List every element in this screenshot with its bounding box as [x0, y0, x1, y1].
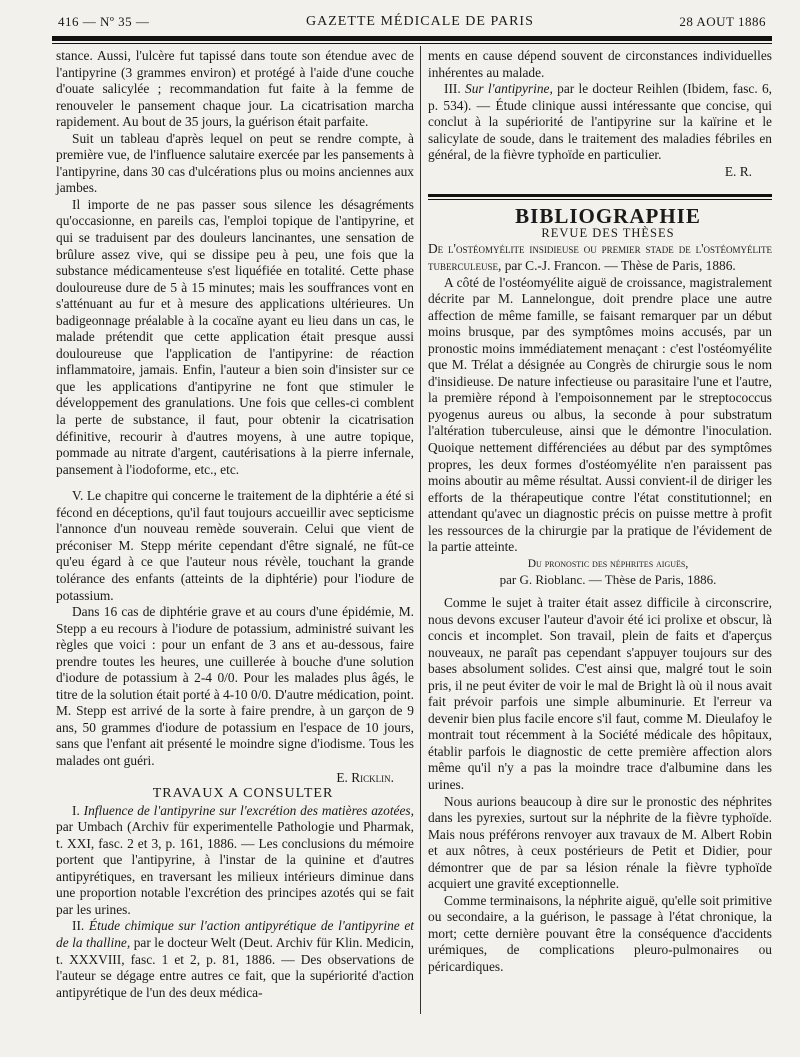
- reference-title: Sur l'antipyrine,: [465, 81, 553, 97]
- reference-number: III.: [444, 81, 465, 97]
- section-heading: TRAVAUX A CONSULTER: [152, 786, 334, 802]
- section-rule-thin: [428, 199, 772, 200]
- reference-item: [56, 918, 414, 1001]
- thesis-author: par C.-J. Francon. — Thèse de Paris, 1886.: [501, 258, 736, 274]
- thesis-citation: [428, 241, 772, 274]
- reference-item: [428, 81, 772, 164]
- paragraph: Dans 16 cas de diphtérie grave et au cours d'une épidémie, M. Stepp a eu recours à l'iodure de potassium, administré suivant les règles que voici : pour un enfant de 3 ans et au-dessous, faire prendre toutes les heures, une cuillerée à bouche d'une solution d'iodure de potassium à 2-4 0/0. Pour les malades plus âgés, le titre de la solution était porté à 4-10 0/0. D'autre médication, point. M. Stepp est arrivé de la sorte à faire prendre, à un garçon de 9 ans, 50 grammes d'iodure de potassium en l'espace de 10 jours, sans que l'enfant ait présenté le moindre signe d'iodisme. Tous les malades ont guéri.: [56, 604, 414, 768]
- thesis-title: Du pronostic des néphrites aiguës,: [527, 557, 689, 570]
- reference-title: Influence de l'antipyrine sur l'excrétion des matières azotées,: [83, 802, 414, 818]
- revue-heading: REVUE DES THÈSES: [541, 225, 675, 240]
- journal-title: GAZETTE MÉDICALE DE PARIS: [306, 14, 534, 29]
- paragraph: Il importe de ne pas passer sous silence les désagréments qu'occasionne, en pareils cas, l'emploi topique de l'antipyrine, et qui se traduisent par des douleurs lancinantes, une sensation de brûlure assez vive, qui se dissipe peu à peu, une fois que la substance médicamenteuse s'est liquéfiée en totalité. Cette phase douloureuse dure de 5 à 15 minutes; mais les souffrances vont en s'atténuant au fur et à mesure des applications ultérieures. Un badigeonnage préalable à la cocaïne ayant eu lieu dans un cas, le malade prétendit que cette application était presque aussi douloureuse que l'application de l'antipyrine: de réaction inflammatoire, jamais. Enfin, l'auteur a bien soin d'insister sur ce que les applications d'antipyrine ne font que stimuler le développement des granulations. Une fois que celles-ci comblent la perte de substance, il faut, pour obtenir la cicatrisation définitive, recourir à d'autres moyens, à une autre topique, pommade au nitrate d'argent, cautérisations à la pierre infernale, pansement à l'iodoforme, etc., etc.: [56, 196, 414, 477]
- column-divider: [420, 46, 421, 1014]
- header-rule-thick: [52, 36, 772, 41]
- author-signature: E. R.: [724, 163, 752, 179]
- reference-item: [56, 803, 414, 919]
- paragraph: Comme le sujet à traiter était assez difficile à circonscrire, nous devons excuser l'auteur d'avoir été ici prolixe et obscur, là concis et incomplet. Son travail, plein de faits et d'aperçus nouveaux, ne paraît pas cependant s'appuyer toujours sur des bases absolument solides. C'est ainsi que, malgré tout le soin pris, il ne peut éviter de voir le mal de Bright là où il nous avait fait prévoir parfois une simple albuminurie. Et l'erreur va devenir bien plus facile encore s'il faut, comme M. Dieulafoy le montrait tout récemment à la Société médicale des hôpitaux, établir parfois le diagnostic de cette première affection alors même qu'il n'y a pas la moindre trace d'albumine dans les urines.: [428, 594, 772, 792]
- thesis-author: par G. Rioblanc. — Thèse de Paris, 1886.: [499, 572, 717, 588]
- issue-date: 28 AOUT 1886: [679, 14, 766, 29]
- author-signature: E. Ricklin.: [336, 769, 394, 785]
- thesis-title: De l'ostéomyélite insidieuse ou premier stade de l'ostéomyélite tuberculeuse,: [428, 241, 772, 274]
- reference-text: par Umbach (Archiv für experimentelle Pathologie und Pharmak, t. XXI, fasc. 2 et 3, p. 161, 1886. — Les conclusions du mémoire portent que l'antipyrine, à l'instar de la quinine et d'autres antipyrétiques, en traversant les milieux intérieurs diminue dans une proportion notable l'excrétion des principes azotés qui se fait par les urines.: [56, 819, 414, 917]
- paragraph: Nous aurions beaucoup à dire sur le pronostic des néphrites dans les pyrexies, surtout sur la néphrite de la fièvre typhoïde. Mais nous préférons renvoyer aux travaux de M. Albert Robin et aux nôtres, à ceux postérieurs de Petit et Didier, pour démontrer que de par sa lésion rénale la fièvre typhoïde acquiert une gravité exceptionnelle.: [428, 793, 772, 892]
- reference-text: par le docteur Welt (Deut. Archiv für Klin. Medicin, t. XXXVIII, fasc. 1 et 2, p. 81, 1886. — Des observations de l'auteur se dégage entre autres ce fait, que la supériorité d'action antipyrétique de l'un des deux médica-: [56, 934, 414, 1000]
- left-column: [56, 48, 414, 1001]
- reference-title: Étude chimique sur l'action antipyrétique de l'antipyrine et de la thalline,: [56, 918, 414, 950]
- page-header: [58, 14, 766, 34]
- bibliography-heading: BIBLIOGRAPHIE: [515, 204, 701, 229]
- header-rule-thin: [52, 43, 772, 44]
- reference-number: I.: [72, 802, 84, 818]
- paragraph: A côté de l'ostéomyélite aiguë de croissance, magistralement décrite par M. Lannelongue, doit prendre place une autre affection de même famille, se faisant remarquer par un début moins brusque, par des symptômes moins accusés, par un pronostic moins immédiatement menaçant : c'est l'ostéomyélite que M. Trélat a désignée au Congrès de chirurgie sous le nom d'insidieuse. De nature infectieuse ou parasitaire l'une et l'autre, la première répond à l'empoisonnement par le streptococcus pyogenus aureus ou albus, la seconde à pour substratum l'altération tuberculeuse, ainsi que le démontre l'inoculation. Quoique nettement différenciées au début par des symptômes propres, les deux formes d'ostéomyélite n'en paraissent pas moins aboutir au même résultat. Aussi convient-il de diriger les efforts de la thérapeutique contre l'état constitutionnel; en attendant qu'avec un diagnostic précis on puisse mettre à profit les ressources de la chirurgie par la pratique de l'évidement de la partie atteinte.: [428, 274, 772, 555]
- paragraph: stance. Aussi, l'ulcère fut tapissé dans toute son étendue avec de l'antipyrine (3 grammes environ) et protégé à l'aide d'une couche d'ouate salicylée ; recommandation fut faite à la femme de renouveler le pansement chaque jour. La cicatrisation marcha rapidement. Au bout de 35 jours, la guérison était parfaite.: [56, 48, 414, 130]
- section-rule-thick: [428, 194, 772, 197]
- reference-number: II.: [72, 918, 89, 934]
- paragraph: V. Le chapitre qui concerne le traitement de la diphtérie a été si fécond en déceptions, qu'il faut toujours accueillir avec septicisme l'annonce d'un nouveau remède souverain. Celui que vient de préconiser M. Stepp mérite cependant d'être signalé, ne fût-ce qu'eu égard à ce que l'auteur nous révèle, touchant la grande tolérance des enfants (atteints de la diphtérie) pour l'iodure de potassium.: [56, 488, 414, 603]
- page-number: 416 — Nº 35 —: [58, 14, 150, 29]
- paragraph: ments en cause dépend souvent de circonstances individuelles inhérentes au malade.: [428, 48, 772, 80]
- reference-text: par le docteur Reihlen (Ibidem, fasc. 6, p. 534). — Étude clinique aussi intéressante que concise, qui conclut à la supériorité de l'antipyrine sur la kaïrine et le salicylate de soude, dans le traitement des maladies fébriles en général, de la fièvre typhoïde en particulier.: [428, 81, 773, 163]
- right-column: [428, 48, 772, 976]
- paragraph: Suit un tableau d'après lequel on peut se rendre compte, à première vue, de l'influence salutaire exercée par les pansements à l'antipyrine, dans 30 cas d'ulcérations plus ou moins anciennes aux jambes.: [56, 130, 414, 196]
- paragraph: Comme terminaisons, la néphrite aiguë, qu'elle soit primitive ou secondaire, a la guérison, le passage à l'état chronique, la mort; cette dernière pouvant être la conséquence d'accidents urémiques, de complications pleuro-pulmonaires ou péricardiques.: [428, 892, 772, 974]
